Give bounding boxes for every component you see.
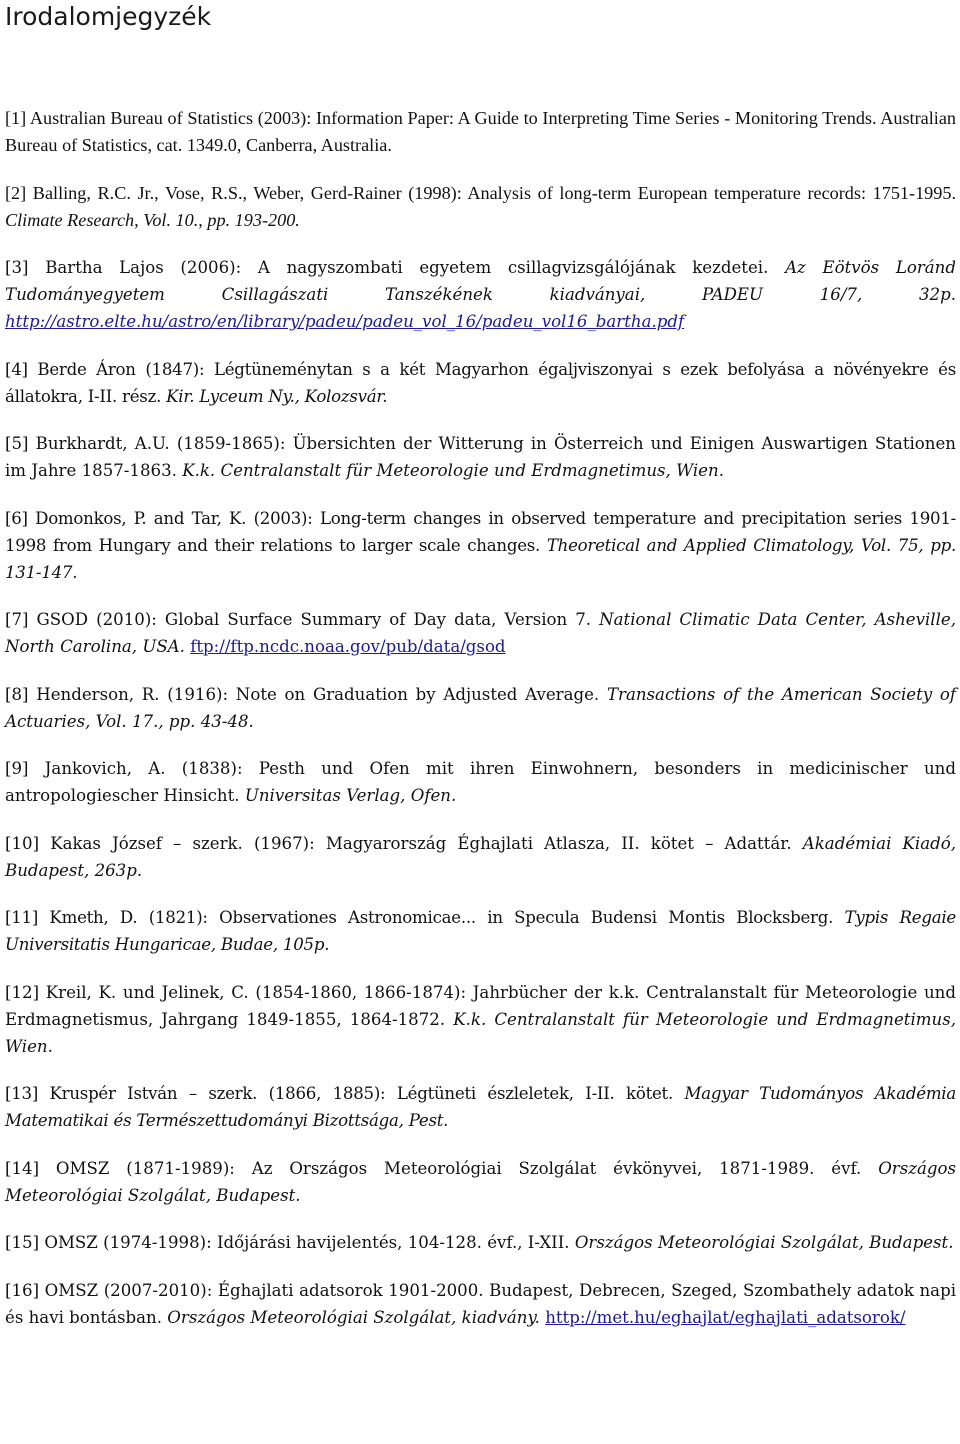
reference-source: Az Eötvös Loránd Tudományegyetem Csillagászati Tanszékének kiadványai, PADEU 16/7, 32p. — [5, 258, 956, 304]
reference-text: [7] GSOD (2010): Global Surface Summary of Day data, Version 7. — [5, 610, 592, 629]
reference-link[interactable]: ftp://ftp.ncdc.noaa.gov/pub/data/gsod — [190, 637, 506, 656]
page-title: Irodalomjegyzék — [5, 2, 212, 31]
reference-text: [5] Burkhardt, A.U. (1859-1865): Übersichten der Witterung in Österreich und Einigen Auswartigen Stationen im Jahre 1857-1863. — [5, 434, 956, 480]
reference-text: [1] Australian Bureau of Statistics (2003): Information Paper: A Guide to Interpreting Time Series - Monitoring Trends. Australian Bureau of Statistics, cat. 1349.0, Canberra, Australia. — [5, 108, 956, 155]
reference-item — [5, 105, 956, 159]
reference-text: [3] Bartha Lajos (2006): A nagyszombati egyetem csillagvizsgálójának kezdetei. — [5, 258, 769, 277]
reference-text: [12] Kreil, K. und Jelinek, C. (1854-1860, 1866-1874): Jahrbücher der k.k. Centralanstalt für Meteorologie und Erdmagnetismus, Jahrgang 1849-1855, 1864-1872. — [5, 982, 956, 1029]
reference-text: [4] Berde Áron (1847): Légtüneménytan s a két Magyarhon égaljviszonyai s ezek befolyása a növényekre és állatokra, I-II. rész. — [5, 359, 956, 406]
reference-text: [6] Domonkos, P. and Tar, K. (2003): Long-term changes in observed temperature and precipitation series 1901-1998 from Hungary and their relations to larger scale changes. — [5, 508, 956, 555]
reference-link[interactable]: http://met.hu/eghajlat/eghajlati_adatsorok/ — [545, 1307, 906, 1327]
reference-source: Országos Meteorológiai Szolgálat, kiadvány. — [162, 1307, 546, 1327]
reference-item — [5, 606, 956, 660]
reference-text: [9] Jankovich, A. (1838): Pesth und Ofen mit ihren Einwohnern, besonders in medicinischer und antropologiescher Hinsicht. — [5, 759, 956, 805]
reference-item — [5, 1277, 956, 1331]
reference-source: Akadémiai Kiadó, Budapest, 263p. — [5, 833, 956, 880]
reference-item — [5, 1155, 956, 1209]
reference-item — [5, 1229, 956, 1256]
reference-item — [5, 681, 956, 735]
reference-text: [14] OMSZ (1871-1989): Az Országos Meteorológiai Szolgálat évkönyvei, 1871-1989. évf. — [5, 1158, 862, 1178]
reference-item — [5, 356, 956, 410]
reference-text: [8] Henderson, R. (1916): Note on Graduation by Adjusted Average. — [5, 684, 600, 704]
reference-item — [5, 180, 956, 234]
reference-text: [15] OMSZ (1974-1998): Időjárási havijelentés, 104-128. évf., I-XII. — [5, 1233, 570, 1252]
reference-text: [11] Kmeth, D. (1821): Observationes Astronomicae... in Specula Budensi Montis Blocksberg. — [5, 908, 834, 927]
document-page — [5, 0, 956, 1351]
reference-item — [5, 755, 956, 809]
reference-item — [5, 254, 956, 335]
reference-source: Universitas Verlag, Ofen. — [239, 786, 457, 805]
reference-source: Kir. Lyceum Ny., Kolozsvár. — [161, 386, 388, 406]
reference-text: [13] Kruspér István – szerk. (1866, 1885): Légtüneti észleletek, I-II. kötet. — [5, 1084, 674, 1103]
reference-item — [5, 979, 956, 1060]
reference-source: Theoretical and Applied Climatology, Vol. 75, pp. 131-147. — [5, 535, 956, 582]
reference-item — [5, 430, 956, 484]
reference-text: [10] Kakas József – szerk. (1967): Magyarország Éghajlati Atlasza, II. kötet – Adattár. — [5, 833, 792, 853]
reference-item — [5, 505, 956, 586]
reference-link[interactable]: http://astro.elte.hu/astro/en/library/padeu/padeu_vol_16/padeu_vol16_bartha.pdf — [5, 312, 685, 331]
reference-source: K.k. Centralanstalt für Meteorologie und Erdmagnetimus, Wien. — [5, 1009, 956, 1056]
reference-item — [5, 830, 956, 884]
reference-list — [5, 105, 956, 1331]
reference-source: Magyar Tudományos Akadémia Matematikai és Természettudományi Bizottsága, Pest. — [5, 1084, 957, 1130]
reference-text: [2] Balling, R.C. Jr., Vose, R.S., Weber, Gerd-Rainer (1998): Analysis of long-term European temperature records: 1751-1995. — [5, 182, 956, 203]
reference-source: Transactions of the American Society of Actuaries, Vol. 17., pp. 43-48. — [5, 684, 956, 731]
reference-source: National Climatic Data Center, Asheville, North Carolina, USA. — [5, 610, 956, 656]
reference-source: Országos Meteorológiai Szolgálat, Budapest. — [569, 1233, 954, 1252]
reference-source: K.k. Centralanstalt für Meteorologie und Erdmagnetimus, Wien. — [176, 461, 724, 480]
reference-item — [5, 904, 956, 958]
reference-source: Climate Research, Vol. 10., pp. 193-200. — [5, 209, 300, 230]
reference-source: Országos Meteorológiai Szolgálat, Budapest. — [5, 1158, 957, 1205]
reference-source: Typis Regaie Universitatis Hungaricae, Budae, 105p. — [5, 908, 956, 954]
reference-text: [16] OMSZ (2007-2010): Éghajlati adatsorok 1901-2000. Budapest, Debrecen, Szeged, Szombathely adatok napi és havi bontásban. — [5, 1280, 956, 1327]
reference-item — [5, 1080, 956, 1134]
